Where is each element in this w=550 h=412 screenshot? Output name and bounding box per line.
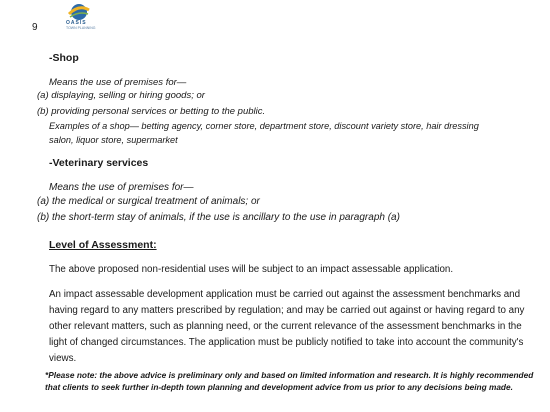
page-number: 9 xyxy=(32,22,38,33)
assessment-para2: An impact assessable development application must be carried out against the assessment benchmarks and having regard to any matters prescribed by regulation; and may be carried out against or having regard to any other relevant matters, such as planning need, or the current relevance of the assessment benchmarks in the light of changed circumstances. The application must be publicly notified to take into account the community's views. xyxy=(49,289,525,364)
shop-item-a: (a) displaying, selling or hiring goods; or xyxy=(37,90,205,101)
company-logo xyxy=(54,2,114,36)
vet-heading: -Veterinary services xyxy=(49,157,149,169)
vet-item-a: (a) the medical or surgical treatment of animals; or xyxy=(37,196,260,207)
disclaimer-note: *Please note: the above advice is preliminary only and based on limited information and research. It is highly recommended that clients to seek further in-depth town planning and development advice from us prior to any decisions being made. xyxy=(45,370,534,392)
shop-heading: -Shop xyxy=(49,52,79,64)
shop-means: Means the use of premises for— xyxy=(49,77,187,88)
assessment-para1: The above proposed non-residential uses will be subject to an impact assessable application. xyxy=(49,264,454,275)
vet-means: Means the use of premises for— xyxy=(49,182,194,193)
shop-item-b: (b) providing personal services or betting to the public. xyxy=(37,106,266,117)
logo-tagline: TOWN PLANNING xyxy=(66,26,96,30)
vet-item-b: (b) the short-term stay of animals, if the use is ancillary to the use in paragraph (a) xyxy=(37,212,400,223)
shop-examples-line2: salon, liquor store, supermarket xyxy=(49,135,178,145)
assessment-heading: Level of Assessment: xyxy=(49,239,157,251)
logo-globe-icon xyxy=(64,2,94,22)
logo-name: OASIS xyxy=(66,20,87,26)
shop-examples-line1: Examples of a shop— betting agency, corner store, department store, discount variety store, hair dressing xyxy=(49,121,479,131)
